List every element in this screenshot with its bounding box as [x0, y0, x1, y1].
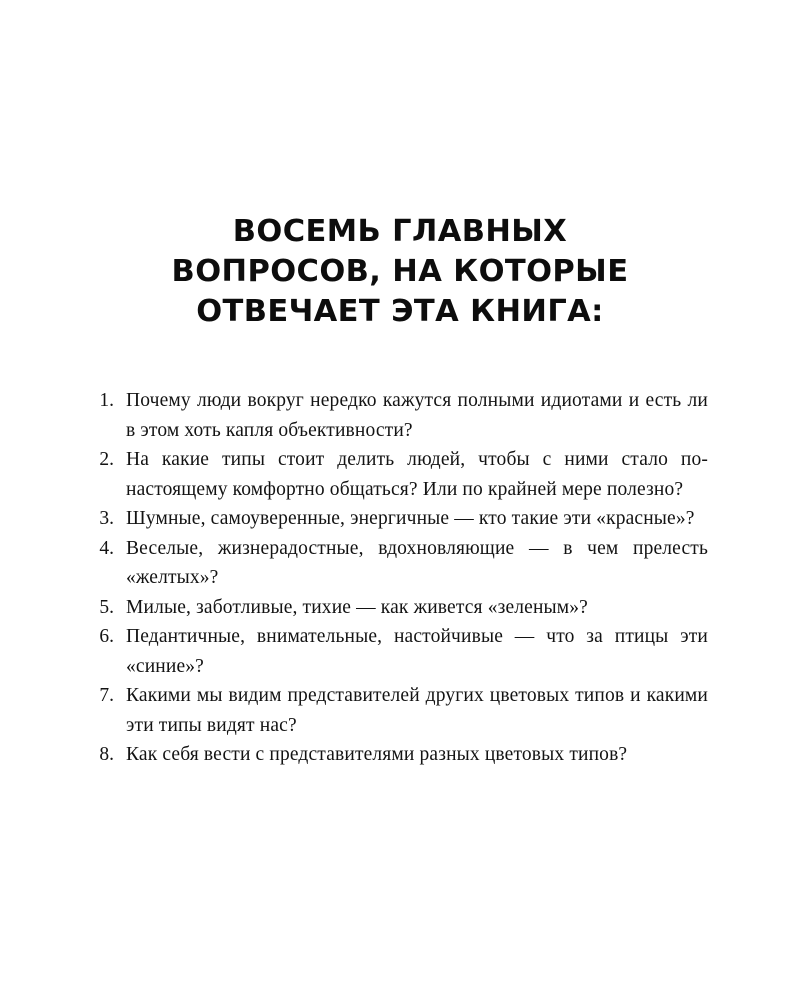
list-item-text: На какие типы стоит делить людей, чтобы с ними стало по-настоящему комфортно общаться? Или по крайней мере полезно? — [126, 449, 708, 500]
page-title-line-2: ВОПРОСОВ, НА КОТОРЫЕ — [171, 254, 629, 289]
list-item-number: 7. — [99, 685, 114, 706]
list-item — [92, 681, 708, 740]
page-title-line-1: ВОСЕМЬ ГЛАВНЫХ — [232, 214, 568, 249]
list-item — [92, 593, 708, 623]
list-item-text: Педантичные, внимательные, настойчивые — что за птицы эти «синие»? — [126, 626, 708, 677]
list-item-text: Шумные, самоуверенные, энергичные — кто такие эти «красные»? — [126, 508, 695, 529]
list-item-number: 8. — [99, 744, 114, 765]
list-item — [92, 622, 708, 681]
list-item-text: Веселые, жизнерадостные, вдохновляющие — в чем прелесть «желтых»? — [126, 537, 708, 588]
questions-list — [92, 386, 708, 770]
list-item — [92, 740, 708, 770]
list-item-number: 3. — [99, 508, 114, 529]
list-item — [92, 445, 708, 504]
page-title — [92, 0, 708, 332]
list-item-number: 5. — [99, 596, 114, 618]
list-item — [92, 504, 708, 534]
list-item-number: 1. — [99, 390, 114, 411]
list-item-number: 2. — [99, 449, 114, 470]
list-item-number: 4. — [99, 537, 114, 559]
list-item — [92, 534, 708, 593]
list-item — [92, 386, 708, 445]
list-item-text: Милые, заботливые, тихие — как живется «зеленым»? — [126, 596, 588, 618]
list-item-number: 6. — [99, 626, 114, 647]
list-item-text: Почему люди вокруг нередко кажутся полными идиотами и есть ли в этом хоть капля объективности? — [126, 390, 708, 441]
page-title-line-3: ОТВЕЧАЕТ ЭТА КНИГА: — [196, 294, 604, 329]
list-item-text: Как себя вести с представителями разных цветовых типов? — [126, 744, 628, 765]
list-item-text: Какими мы видим представителей других цветовых типов и какими эти типы видят нас? — [126, 685, 708, 736]
